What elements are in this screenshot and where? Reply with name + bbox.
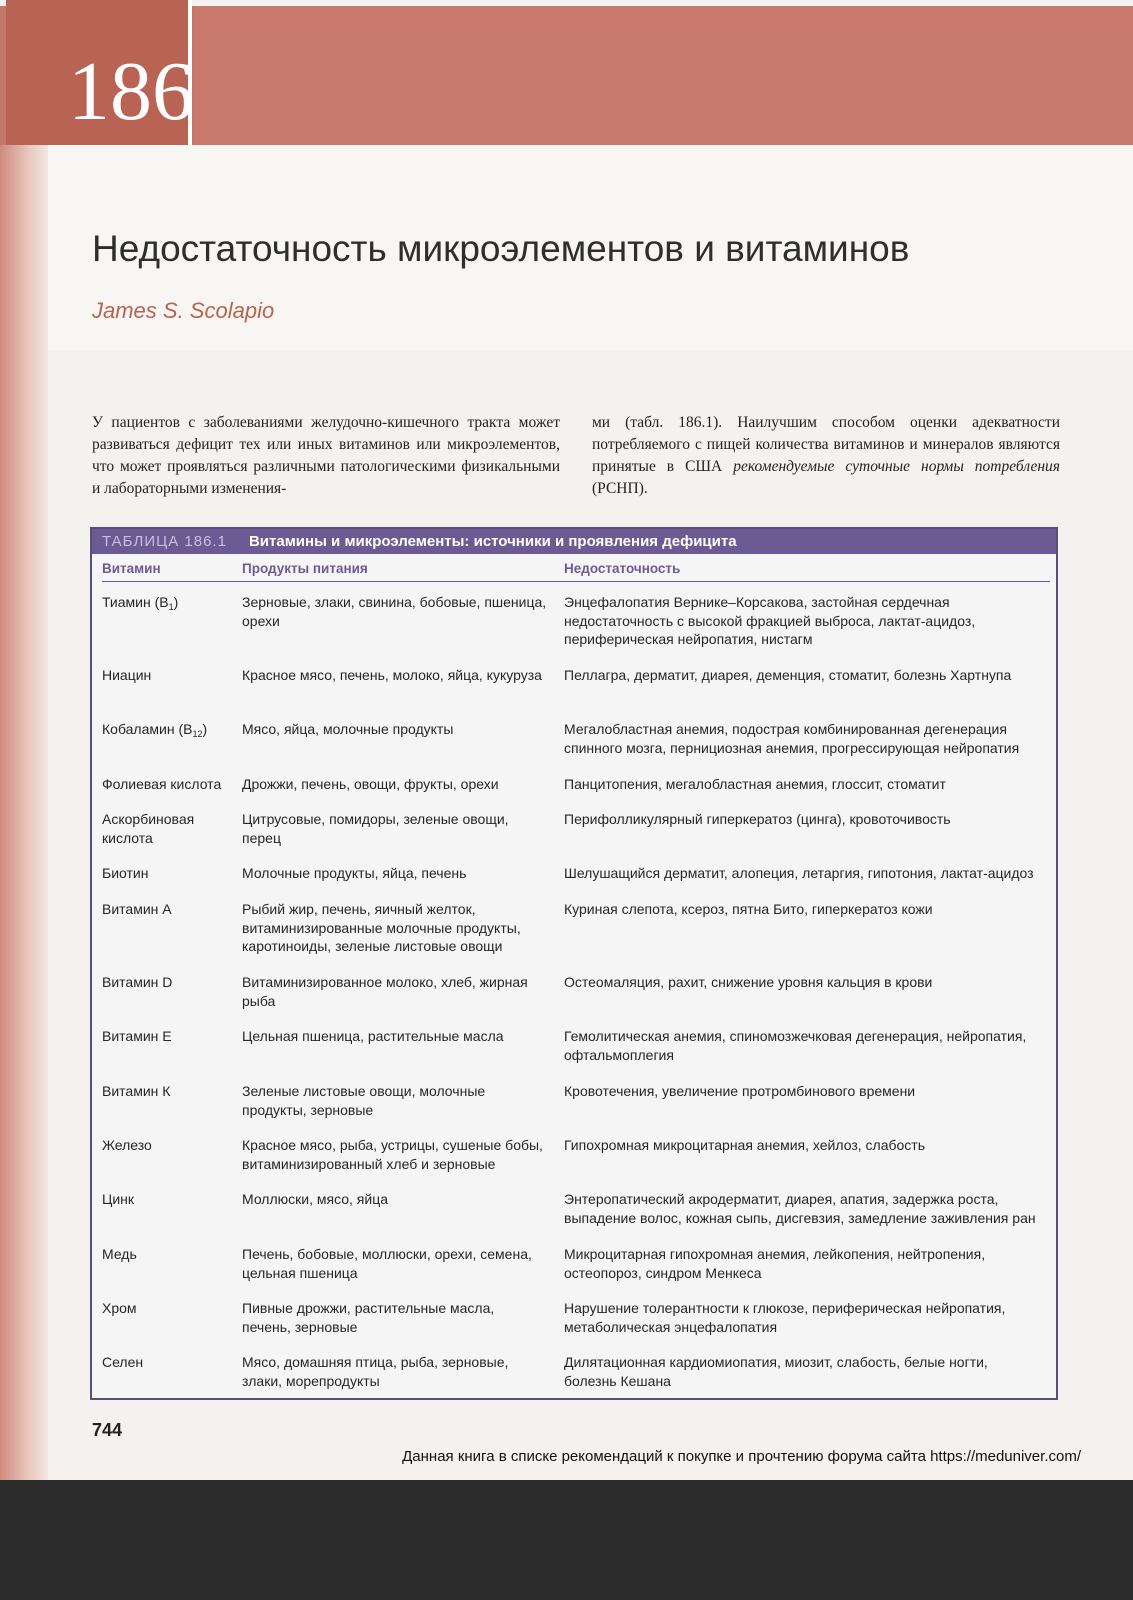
left-decorative-strip: [0, 145, 48, 1490]
vitamin-name: Аскорбиновая кислота: [102, 811, 195, 846]
deficiency-signs: Остеомаляция, рахит, снижение уровня кальция в крови: [564, 974, 933, 990]
deficiency-signs: Нарушение толерантности к глюкозе, периферическая нейропатия, метаболическая энцефалопатия: [564, 1300, 1006, 1335]
deficiency-signs: Мегалобластная анемия, подострая комбинированная дегенерация спинного мозга, пернициозная анемия, прогрессирующая нейропатия: [564, 721, 1020, 756]
table-tag: ТАБЛИЦА 186.1: [102, 533, 227, 550]
vitamin-name: Хром: [102, 1300, 137, 1316]
food-sources: Зеленые листовые овощи, молочные продукты, зерновые: [242, 1083, 486, 1118]
vitamin-name-text: Тиамин (B: [102, 594, 169, 610]
food-sources: Мясо, домашняя птица, рыба, зерновые, злаки, морепродукты: [242, 1354, 509, 1389]
table-title-bar: [92, 529, 1056, 554]
vitamin-name: Медь: [102, 1246, 137, 1262]
deficiency-signs: Шелушащийся дерматит, алопеция, летаргия, гипотония, лактат-ацидоз: [564, 865, 1034, 881]
deficiency-signs: Энцефалопатия Вернике–Корсакова, застойная сердечная недостаточность с высокой фракцией выброса, лактат-ацидоз, периферическая нейропатия, нистагм: [564, 594, 976, 647]
deficiency-signs: Гемолитическая анемия, спиномозжечковая дегенерация, нейропатия, офтальмоплегия: [564, 1028, 1027, 1063]
vitamin-name: Витамин А: [102, 901, 172, 917]
vitamin-name: [102, 720, 234, 744]
chapter-title: Недостаточность микроэлементов и витаминов: [92, 228, 910, 269]
food-sources: Цельная пшеница, растительные масла: [242, 1028, 504, 1044]
intro-right-emphasis: рекомендуемые суточные нормы потребления: [733, 458, 1060, 475]
deficiency-signs: Перифолликулярный гиперкератоз (цинга), кровоточивость: [564, 811, 951, 827]
deficiency-signs: Пеллагра, дерматит, диарея, деменция, стоматит, болезнь Хартнупа: [564, 667, 1012, 683]
vitamin-name: Селен: [102, 1354, 144, 1370]
intro-right-text: ми (табл. 186.1). Наилучшим способом оценки адекватности потребляемого с пищей количества витаминов и минералов являются принятые в США: [592, 414, 1060, 475]
deficiency-signs: Куриная слепота, ксероз, пятна Бито, гиперкератоз кожи: [564, 901, 933, 917]
chapter-number-box: [6, 0, 192, 147]
vitamin-subscript: 12: [192, 729, 203, 739]
vitamin-name-text: Кобаламин (B: [102, 721, 193, 737]
vitamin-name-tail: ): [202, 721, 208, 737]
author: James S. Scolapio: [92, 298, 275, 323]
food-sources: Зерновые, злаки, свинина, бобовые, пшеница, орехи: [242, 594, 547, 629]
footer-note: Данная книга в списке рекомендаций к покупке и прочтению форума сайта https://meduniver.com/: [402, 1448, 1081, 1465]
deficiency-signs: Микроцитарная гипохромная анемия, лейкопения, нейтропения, остеопороз, синдром Менкеса: [564, 1246, 986, 1281]
vitamin-name: [102, 593, 234, 617]
vitamin-name: Фолиевая кислота: [102, 776, 222, 792]
page-number: 744: [92, 1420, 123, 1440]
food-sources: Молочные продукты, яйца, печень: [242, 865, 467, 881]
food-sources: Моллюски, мясо, яйца: [242, 1191, 388, 1207]
food-sources: Печень, бобовые, моллюски, орехи, семена, цельная пшеница: [242, 1246, 532, 1281]
vitamin-name: Железо: [102, 1137, 152, 1153]
deficiency-signs: Дилятационная кардиомиопатия, миозит, слабость, белые ногти, болезнь Кешана: [564, 1354, 988, 1389]
vitamin-name: Витамин D: [102, 974, 173, 990]
vitamin-table: [90, 527, 1058, 1400]
vitamin-name: Витамин Е: [102, 1028, 172, 1044]
deficiency-signs: Гипохромная микроцитарная анемия, хейлоз, слабость: [564, 1137, 925, 1153]
intro-paragraph-right: [592, 412, 1060, 500]
food-sources: Дрожжи, печень, овощи, фрукты, орехи: [242, 776, 499, 792]
intro-paragraph-left: У пациентов с заболеваниями желудочно-кишечного тракта может развиваться дефицит тех или иных витаминов или микроэлементов, что может проявляться различными патологическими физикальными и лабораторными изменения-: [92, 414, 560, 497]
bottom-band: [0, 1480, 1133, 1600]
intro-right-tail: (РСНП).: [592, 480, 648, 497]
food-sources: Красное мясо, печень, молоко, яйца, кукуруза: [242, 667, 542, 683]
vitamin-subscript: 1: [168, 602, 174, 612]
deficiency-signs: Панцитопения, мегалобластная анемия, глоссит, стоматит: [564, 776, 946, 792]
header-deficiency: Недостаточность: [564, 561, 681, 576]
header-foods: Продукты питания: [242, 561, 368, 576]
table-title: Витамины и микроэлементы: источники и проявления дефицита: [248, 533, 737, 550]
deficiency-signs: Энтеропатический акродерматит, диарея, апатия, задержка роста, выпадение волос, кожная сыпь, дисгевзия, замедление заживления ран: [564, 1191, 1036, 1226]
food-sources: Пивные дрожжи, растительные масла, печень, зерновые: [242, 1300, 495, 1335]
deficiency-signs: Кровотечения, увеличение протромбинового времени: [564, 1083, 916, 1099]
vitamin-name: Витамин К: [102, 1083, 171, 1099]
food-sources: Красное мясо, рыба, устрицы, сушеные бобы, витаминизированный хлеб и зерновые: [242, 1137, 543, 1172]
food-sources: Цитрусовые, помидоры, зеленые овощи, перец: [242, 811, 509, 846]
vitamin-name: Цинк: [102, 1191, 135, 1207]
chapter-number: 186: [68, 45, 194, 138]
header-vitamin: Витамин: [102, 561, 161, 576]
vitamin-name: Биотин: [102, 865, 149, 881]
header-rule: [102, 581, 1050, 582]
food-sources: Витаминизированное молоко, хлеб, жирная рыба: [242, 974, 528, 1009]
food-sources: Рыбий жир, печень, яичный желток, витаминизированные молочные продукты, каротиноиды, зеленые листовые овощи: [242, 901, 521, 954]
vitamin-name-tail: ): [173, 594, 179, 610]
food-sources: Мясо, яйца, молочные продукты: [242, 721, 454, 737]
header-band-right: [195, 6, 1133, 145]
vitamin-name: Ниацин: [102, 667, 152, 683]
